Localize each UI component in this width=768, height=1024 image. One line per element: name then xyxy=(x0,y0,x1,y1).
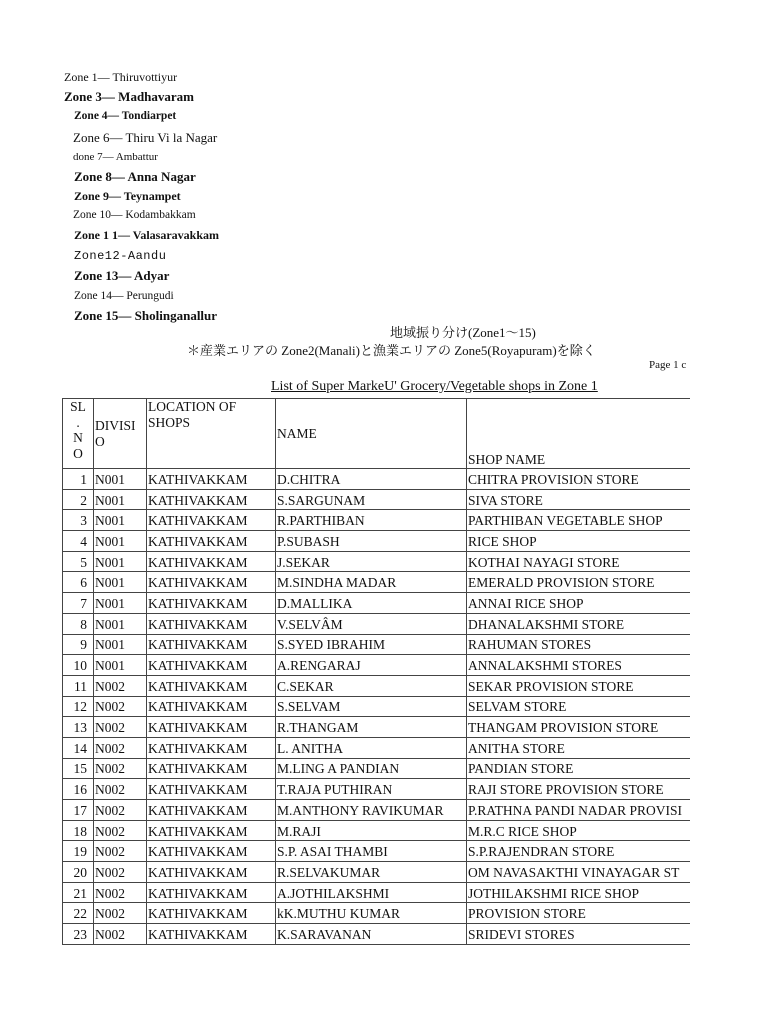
cell-name: T.RAJA PUTHIRAN xyxy=(276,779,467,800)
cell-shop-name: OM NAVASAKTHI VINAYAGAR ST xyxy=(467,862,703,883)
cell-shop-name: PANDIAN STORE xyxy=(467,758,703,779)
cell-division: N002 xyxy=(94,717,147,738)
cell-location: KATHIVAKKAM xyxy=(147,737,276,758)
cell-sl-no: 21 xyxy=(63,882,94,903)
cell-location: KATHIVAKKAM xyxy=(147,717,276,738)
table-row xyxy=(63,551,703,572)
cell-division: N001 xyxy=(94,469,147,490)
cell-shop-name: SIVA STORE xyxy=(467,489,703,510)
excluded-zones-note: ＊産業エリアの Zone2(Manali)と漁業エリアの Zone5(Royapuram)を除く xyxy=(187,343,596,358)
table-row xyxy=(63,820,703,841)
cell-shop-name: DHANALAKSHMI STORE xyxy=(467,613,703,634)
cell-shop-name: PROVISION STORE xyxy=(467,903,703,924)
cell-name: R.PARTHIBAN xyxy=(276,510,467,531)
cell-division: N002 xyxy=(94,882,147,903)
cell-division: N002 xyxy=(94,841,147,862)
table-row xyxy=(63,717,703,738)
table-row xyxy=(63,593,703,614)
cell-location: KATHIVAKKAM xyxy=(147,800,276,821)
cell-shop-name: ANITHA STORE xyxy=(467,737,703,758)
table-row xyxy=(63,531,703,552)
table-row xyxy=(63,634,703,655)
table-row xyxy=(63,779,703,800)
table-row xyxy=(63,862,703,883)
cell-division: N001 xyxy=(94,510,147,531)
cell-sl-no: 13 xyxy=(63,717,94,738)
cell-name: A.JOTHILAKSHMI xyxy=(276,882,467,903)
cell-shop-name: SEKAR PROVISION STORE xyxy=(467,675,703,696)
cell-sl-no: 19 xyxy=(63,841,94,862)
cell-location: KATHIVAKKAM xyxy=(147,510,276,531)
cell-name: L. ANITHA xyxy=(276,737,467,758)
zone-line-13: Zone 13— Adyar xyxy=(74,268,170,283)
cell-sl-no: 14 xyxy=(63,737,94,758)
cell-location: KATHIVAKKAM xyxy=(147,882,276,903)
cell-location: KATHIVAKKAM xyxy=(147,841,276,862)
zone-line-7: done 7— Ambattur xyxy=(73,151,158,163)
cell-sl-no: 8 xyxy=(63,613,94,634)
cell-location: KATHIVAKKAM xyxy=(147,924,276,945)
zone-allocation-heading: 地域振り分け(Zone1～15) xyxy=(390,325,536,340)
cell-name: V.SELVÂM xyxy=(276,613,467,634)
cell-location: KATHIVAKKAM xyxy=(147,696,276,717)
table-row xyxy=(63,510,703,531)
table-row xyxy=(63,841,703,862)
header-name: NAME xyxy=(276,399,467,469)
cell-location: KATHIVAKKAM xyxy=(147,634,276,655)
cell-name: S.SELVAM xyxy=(276,696,467,717)
cell-sl-no: 4 xyxy=(63,531,94,552)
cell-shop-name: PARTHIBAN VEGETABLE SHOP xyxy=(467,510,703,531)
cell-name: S.SARGUNAM xyxy=(276,489,467,510)
table-row xyxy=(63,613,703,634)
zone-line-14: Zone 14— Perungudi xyxy=(74,290,174,302)
cell-location: KATHIVAKKAM xyxy=(147,551,276,572)
cell-sl-no: 5 xyxy=(63,551,94,572)
table-row xyxy=(63,924,703,945)
cell-division: N001 xyxy=(94,572,147,593)
zone-line-3: Zone 3— Madhavaram xyxy=(64,89,194,104)
table-row xyxy=(63,903,703,924)
cell-division: N002 xyxy=(94,675,147,696)
cell-shop-name: SELVAM STORE xyxy=(467,696,703,717)
cell-sl-no: 15 xyxy=(63,758,94,779)
cell-location: KATHIVAKKAM xyxy=(147,675,276,696)
cell-name: P.SUBASH xyxy=(276,531,467,552)
cell-division: N001 xyxy=(94,613,147,634)
cell-shop-name: RAJI STORE PROVISION STORE xyxy=(467,779,703,800)
cell-shop-name: SRIDEVI STORES xyxy=(467,924,703,945)
cell-shop-name: M.R.C RICE SHOP xyxy=(467,820,703,841)
zone-line-12: Zone12-Aandu xyxy=(74,249,167,263)
cell-sl-no: 6 xyxy=(63,572,94,593)
cell-division: N001 xyxy=(94,634,147,655)
table-row xyxy=(63,758,703,779)
cell-division: N001 xyxy=(94,551,147,572)
cell-sl-no: 11 xyxy=(63,675,94,696)
cell-division: N001 xyxy=(94,489,147,510)
cell-shop-name: THANGAM PROVISION STORE xyxy=(467,717,703,738)
zone-line-4: Zone 4— Tondiarpet xyxy=(74,110,177,122)
cell-shop-name: RICE SHOP xyxy=(467,531,703,552)
page-number: Page 1 c xyxy=(649,359,687,371)
zone-line-1: Zone 1— Thiruvottiyur xyxy=(64,70,178,84)
cell-location: KATHIVAKKAM xyxy=(147,469,276,490)
table-row xyxy=(63,572,703,593)
zone-line-10: Zone 10— Kodambakkam xyxy=(73,209,196,221)
zone-line-15: Zone 15— Sholinganallur xyxy=(74,308,218,323)
table-header-row xyxy=(63,399,703,469)
cell-sl-no: 2 xyxy=(63,489,94,510)
cell-shop-name: P.RATHNA PANDI NADAR PROVISI xyxy=(467,800,703,821)
cell-shop-name: ANNAI RICE SHOP xyxy=(467,593,703,614)
header-division: DIVISI O xyxy=(94,399,147,469)
list-title: List of Super MarkeU' Grocery/Vegetable shops in Zone 1 xyxy=(271,379,598,394)
zone-line-9: Zone 9— Teynampet xyxy=(74,189,181,203)
header-location: LOCATION OF SHOPS xyxy=(147,399,276,469)
table-row xyxy=(63,696,703,717)
table-row xyxy=(63,737,703,758)
cell-location: KATHIVAKKAM xyxy=(147,655,276,676)
cell-sl-no: 10 xyxy=(63,655,94,676)
cell-division: N001 xyxy=(94,593,147,614)
header-sl-no: SL . N O xyxy=(63,399,94,469)
cell-division: N002 xyxy=(94,903,147,924)
cell-sl-no: 9 xyxy=(63,634,94,655)
cell-name: M.ANTHONY RAVIKUMAR xyxy=(276,800,467,821)
cell-name: S.SYED IBRAHIM xyxy=(276,634,467,655)
cell-name: D.MALLIKA xyxy=(276,593,467,614)
cell-location: KATHIVAKKAM xyxy=(147,820,276,841)
cell-location: KATHIVAKKAM xyxy=(147,758,276,779)
cell-name: M.SINDHA MADAR xyxy=(276,572,467,593)
cell-sl-no: 12 xyxy=(63,696,94,717)
cell-location: KATHIVAKKAM xyxy=(147,572,276,593)
table-row xyxy=(63,800,703,821)
cell-name: J.SEKAR xyxy=(276,551,467,572)
cell-location: KATHIVAKKAM xyxy=(147,862,276,883)
zone-line-11: Zone 1 1— Valasaravakkam xyxy=(74,228,220,242)
cell-sl-no: 22 xyxy=(63,903,94,924)
cell-division: N002 xyxy=(94,758,147,779)
cell-location: KATHIVAKKAM xyxy=(147,531,276,552)
table-row xyxy=(63,882,703,903)
cell-name: A.RENGARAJ xyxy=(276,655,467,676)
table-row xyxy=(63,655,703,676)
cell-shop-name: KOTHAI NAYAGI STORE xyxy=(467,551,703,572)
cell-division: N002 xyxy=(94,737,147,758)
table-row xyxy=(63,675,703,696)
shops-table xyxy=(62,398,703,945)
cell-name: K.SARAVANAN xyxy=(276,924,467,945)
cell-location: KATHIVAKKAM xyxy=(147,779,276,800)
cell-location: KATHIVAKKAM xyxy=(147,489,276,510)
cell-shop-name: EMERALD PROVISION STORE xyxy=(467,572,703,593)
table-row xyxy=(63,469,703,490)
cell-shop-name: JOTHILAKSHMI RICE SHOP xyxy=(467,882,703,903)
cell-sl-no: 1 xyxy=(63,469,94,490)
cell-name: R.THANGAM xyxy=(276,717,467,738)
cell-division: N002 xyxy=(94,820,147,841)
cell-division: N002 xyxy=(94,696,147,717)
cell-division: N002 xyxy=(94,779,147,800)
cell-division: N002 xyxy=(94,862,147,883)
cell-sl-no: 17 xyxy=(63,800,94,821)
cell-name: kK.MUTHU KUMAR xyxy=(276,903,467,924)
cell-shop-name: S.P.RAJENDRAN STORE xyxy=(467,841,703,862)
cell-division: N002 xyxy=(94,800,147,821)
cell-division: N002 xyxy=(94,924,147,945)
cell-name: D.CHITRA xyxy=(276,469,467,490)
cell-name: R.SELVAKUMAR xyxy=(276,862,467,883)
cell-sl-no: 3 xyxy=(63,510,94,531)
cell-name: C.SEKAR xyxy=(276,675,467,696)
cell-shop-name: RAHUMAN STORES xyxy=(467,634,703,655)
cell-name: M.RAJI xyxy=(276,820,467,841)
cell-location: KATHIVAKKAM xyxy=(147,903,276,924)
cell-sl-no: 16 xyxy=(63,779,94,800)
cell-name: S.P. ASAI THAMBI xyxy=(276,841,467,862)
cell-division: N001 xyxy=(94,531,147,552)
table-body xyxy=(63,469,703,945)
cell-name: M.LING A PANDIAN xyxy=(276,758,467,779)
cell-sl-no: 23 xyxy=(63,924,94,945)
cell-sl-no: 18 xyxy=(63,820,94,841)
header-shop-name: SHOP NAME xyxy=(467,399,703,469)
cell-shop-name: CHITRA PROVISION STORE xyxy=(467,469,703,490)
cell-sl-no: 20 xyxy=(63,862,94,883)
page-edge-mask xyxy=(690,390,768,970)
cell-shop-name: ANNALAKSHMI STORES xyxy=(467,655,703,676)
cell-sl-no: 7 xyxy=(63,593,94,614)
table-row xyxy=(63,489,703,510)
cell-division: N001 xyxy=(94,655,147,676)
zone-line-6: Zone 6— Thiru Vi la Nagar xyxy=(73,130,218,145)
cell-location: KATHIVAKKAM xyxy=(147,593,276,614)
zone-line-8: Zone 8— Anna Nagar xyxy=(74,169,196,184)
cell-location: KATHIVAKKAM xyxy=(147,613,276,634)
